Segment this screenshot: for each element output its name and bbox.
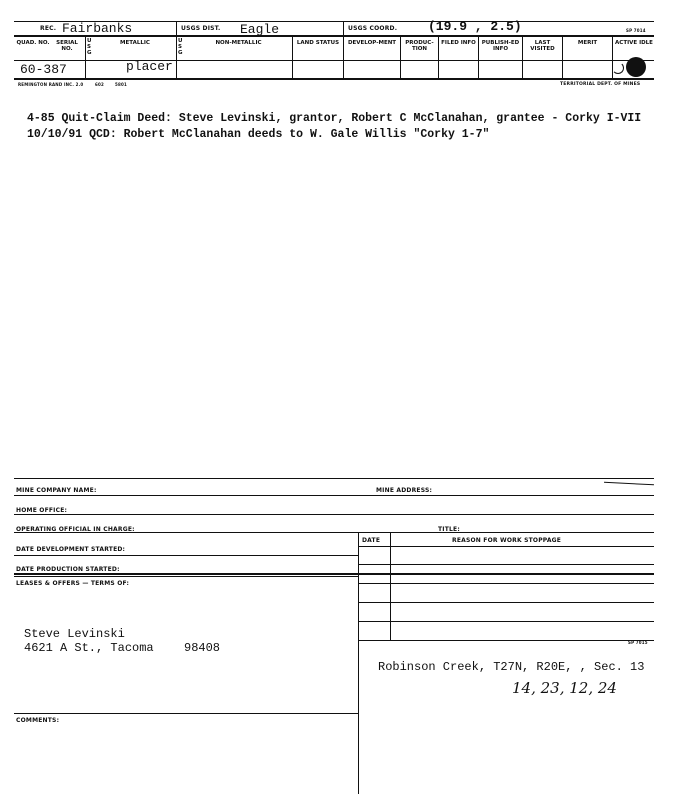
col-published-info: PUBLISH-ED INFO (481, 40, 520, 52)
usgs-dist-label: USGS DIST. (181, 25, 221, 32)
owner-name: Steve Levinski (24, 627, 125, 641)
title-label: TITLE: (438, 526, 460, 533)
form-code: SP 7014 (626, 28, 646, 33)
active-mark-icon (612, 62, 624, 74)
usgs-dist-value: Eagle (240, 22, 280, 37)
note-line-1: 4-85 Quit-Claim Deed: Steve Levinski, grantor, Robert C McClanahan, grantee - Corky I-VII (27, 112, 642, 125)
note-line-2: 10/10/91 QCD: Robert McClanahan deeds to W. Gale Willis "Corky 1-7" (27, 128, 490, 141)
footer-right: TERRITORIAL DEPT. OF MINES (560, 82, 641, 87)
mine-address-label: MINE ADDRESS: (376, 487, 433, 494)
operating-official-label: OPERATING OFFICIAL IN CHARGE: (16, 526, 135, 533)
location-text: Robinson Creek, T27N, R20E, , Sec. 13 (378, 660, 645, 674)
date-col-label: DATE (362, 537, 381, 544)
owner-address: 4621 A St., Tacoma (24, 641, 154, 655)
col-land-status: LAND STATUS (296, 40, 340, 46)
col-active-idle: ACTIVE IDLE (615, 40, 653, 46)
active-dot-icon (626, 57, 646, 77)
col-development: DEVELOP-MENT (347, 40, 397, 46)
usgs-coord-value: (19.9 , 2.5) (428, 19, 522, 34)
footer-left: REMINGTON RAND INC. 2.0 (18, 82, 84, 87)
usg-marks-nonmetallic: U S G (178, 38, 183, 56)
owner-zip: 98408 (184, 641, 221, 655)
usg-marks-metallic: U S G (87, 38, 92, 56)
location-handwritten: 14, 23, 12, 24 (512, 679, 617, 697)
district-value: Fairbanks (62, 21, 133, 36)
reason-col-label: REASON FOR WORK STOPPAGE (452, 537, 562, 544)
mine-company-label: MINE COMPANY NAME: (16, 487, 97, 494)
footer-mid2: 5801 (115, 82, 127, 87)
col-quad-no: QUAD. NO. (16, 40, 50, 46)
comments-label: COMMENTS: (16, 717, 60, 724)
leases-label: LEASES & OFFERS — TERMS OF: (16, 580, 130, 587)
date-production-label: DATE PRODUCTION STARTED: (16, 566, 120, 573)
quad-serial-value: 60-387 (20, 62, 67, 77)
date-development-label: DATE DEVELOPMENT STARTED: (16, 546, 126, 553)
col-filed-info: FILED INFO (441, 40, 476, 46)
footer-mid: 602 (95, 82, 104, 87)
col-production: PRODUC-TION (405, 40, 434, 52)
col-serial-no: SERIAL NO. (56, 40, 78, 52)
col-metallic: METALLIC (120, 40, 150, 46)
usgs-coord-label: USGS COORD. (348, 25, 398, 32)
form-code-2: SP 7015 (628, 640, 648, 645)
home-office-label: HOME OFFICE: (16, 507, 68, 514)
col-last-visited: LAST VISITED (530, 40, 555, 52)
metallic-value: placer (126, 59, 173, 74)
col-non-metallic: NON-METALLIC (215, 40, 262, 46)
district-label: REC. (40, 25, 57, 32)
col-merit: MERIT (577, 40, 598, 46)
